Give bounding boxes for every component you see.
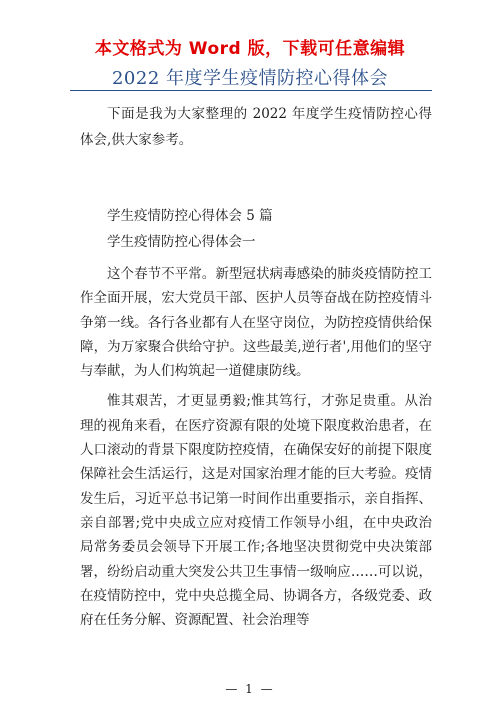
body-text <box>80 262 432 632</box>
body-paragraph: 惟其艰苦，才更显勇毅;惟其笃行，才弥足贵重。从治理的视角来看，在医疗资源有限的处境下限度救治患者，在人口滚动的背景下限度防控疫情，在确保安好的前提下限度保障社会生活运行，这是对国家治理才能的巨大考验。疫情发生后，习近平总书记第一时间作出重要指示，亲自指挥、亲自部署;党中央成立应对疫情工作领导小组，在中央政治局常务委员会领导下开展工作;各地坚决贯彻党中央决策部署，纷纷启动重大突发公共卫生事情一级响应……可以说，在疫情防控中，党中央总揽全局、协调各方，各级党委、政府在任务分解、资源配置、社会治理等 <box>80 393 432 629</box>
document-title: 2022 年度学生疫情防控心得体会 <box>111 68 389 89</box>
collection-heading: 学生疫情防控心得体会 5 篇 <box>107 208 273 224</box>
body-paragraph: 这个春节不平常。新型冠状病毒感染的肺炎疫情防控工作全面开展，宏大党员干部、医护人员等奋战在防控疫情斗争第一线。各行各业都有人在坚守岗位，为防控疫情供给保障，为万家聚合供给守护。这些最美,逆行者',用他们的坚守与奉献，为人们构筑起一道健康防线。 <box>80 266 432 380</box>
page-number: — 1 — <box>225 682 275 696</box>
editable-notice-banner: 本文格式为 Word 版，下载可任意编辑 <box>94 39 406 59</box>
section-heading: 学生疫情防控心得体会一 <box>107 234 256 250</box>
intro-paragraph: 下面是我为大家整理的 2022 年度学生疫情防控心得体会,供大家参考。 <box>80 106 432 148</box>
title-divider <box>70 90 432 91</box>
